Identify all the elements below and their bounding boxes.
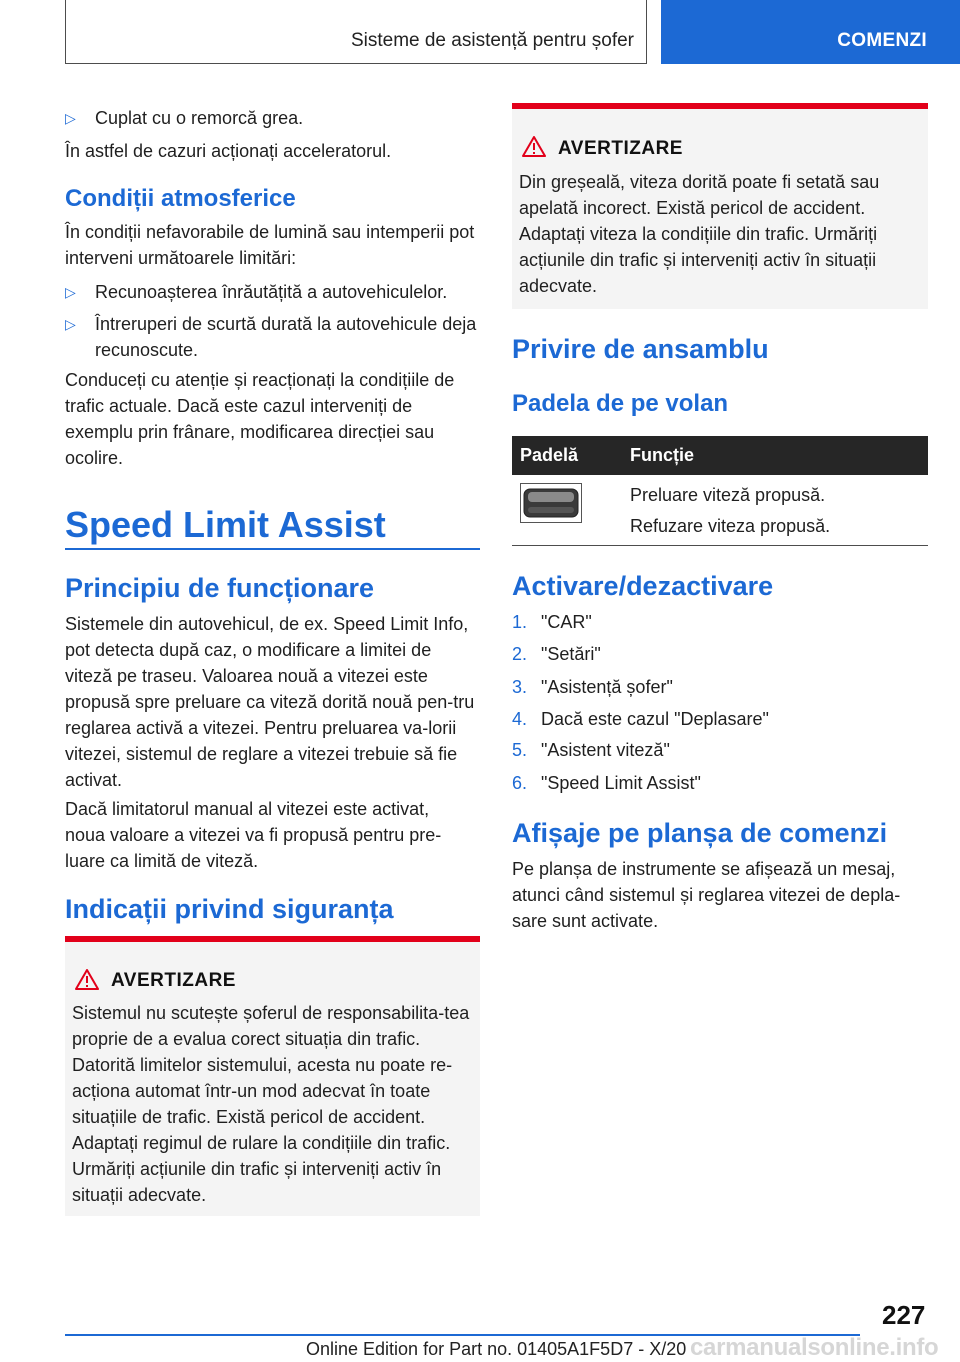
paragraph: În astfel de cazuri acționați acceleratorul. (65, 141, 392, 161)
warning-triangle-icon (522, 135, 546, 157)
page-number: 227 (882, 1300, 926, 1330)
table-row (512, 475, 928, 546)
paragraph: Conduceți cu atenție și reacționați la condițiile de trafic actuale. Dacă este cazul interveniți de exemplu prin frânare, modificarea direcției sau ocolire. (65, 370, 455, 468)
warning-title: AVERTIZARE (558, 138, 683, 159)
list-item: 4. Dacă este cazul "Deplasare" (512, 709, 769, 729)
heading-underline (65, 548, 480, 550)
table-header-paddle: Padelă (520, 445, 579, 465)
watermark: carmanualsonline.info (690, 1334, 939, 1361)
warning-triangle-icon (75, 968, 99, 990)
bullet-triangle-icon: ▷ (65, 110, 76, 126)
footer-edition: Online Edition for Part no. 01405A1F5D7 - X/20 (306, 1339, 687, 1359)
function-accept: Preluare viteză propusă. (630, 485, 826, 505)
heading-atmospheric: Condiții atmosferice (65, 185, 296, 212)
steering-paddle-icon (520, 483, 582, 523)
heading-safety: Indicații privind siguranța (65, 894, 394, 924)
list-item: 2. "Setări" (512, 644, 601, 664)
heading-principle: Principiu de funcționare (65, 573, 375, 603)
header-tab[interactable] (661, 0, 960, 64)
bullet-triangle-icon: ▷ (65, 316, 76, 332)
heading-overview: Privire de ansamblu (512, 334, 769, 364)
heading-paddle: Padela de pe volan (512, 390, 729, 417)
heading-display: Afișaje pe planșa de comenzi (512, 818, 888, 848)
list-item: 5. "Asistent viteză" (512, 740, 670, 760)
heading-speed-limit-assist: Speed Limit Assist (65, 504, 386, 545)
paragraph: În condiții nefavorabile de lumină sau intemperii pot interveni următoarele limitări: (65, 222, 475, 268)
paragraph: Pe planșa de instrumente se afișează un mesaj, atunci când sistemul și reglarea vitezei de depla-sare sunt activate. (512, 859, 901, 931)
header-section-title: Sisteme de asistență pentru șofer (350, 30, 634, 51)
warning-box (65, 936, 480, 1216)
paragraph: Dacă limitatorul manual al vitezei este activat, noua valoare a vitezei va fi propusă pentru pre-luare ca limită de viteză. (65, 799, 442, 871)
bullet-triangle-icon: ▷ (65, 284, 76, 300)
table-header (512, 436, 928, 475)
heading-activation: Activare/dezactivare (512, 571, 774, 601)
table-header-function: Funcție (630, 445, 695, 465)
function-reject: Refuzare viteza propusă. (630, 516, 831, 536)
warning-box (512, 103, 928, 309)
warning-text: Din greșeală, viteza dorită poate fi setată sau apelată incorect. Există pericol de accident. Adaptați viteza la condițiile din trafic. Urmăriți acțiunile din trafic și interveniți activ în situații adecvate. (519, 172, 880, 296)
list-item: 3. "Asistență șofer" (512, 677, 673, 697)
bullet-item: ▷ Întreruperi de scurtă durată la autovehicule deja recunoscute. (65, 311, 490, 363)
paragraph: Sistemele din autovehicul, de ex. Speed Limit Info, pot detecta după caz, o modificare a limitei de viteză pe traseu. Valoarea nouă a vitezei este propusă spre preluare ca viteză dorită nouă pen-tru reglarea activă a vitezei. Pentru preluarea va-lorii vitezei, sistemul de reglare a vitezei trebuie să fie activat. (65, 614, 475, 790)
bullet-item: ▷ Cuplat cu o remorcă grea. (65, 105, 515, 131)
header-section (65, 0, 647, 64)
list-item: 1. "CAR" (512, 612, 592, 632)
warning-text: Sistemul nu scutește șoferul de responsabilita-tea proprie de a evalua corect situația din trafic. Datorită limitelor sistemului, acesta nu poate re-acționa automat într-un mod adecvat în toate situațiile de trafic. Există pericol de accident. Adaptați regimul de rulare la condițiile din trafic. Urmăriți acțiunile din trafic și interveniți activ în situații adecvate. (72, 1003, 470, 1205)
list-item: 6. "Speed Limit Assist" (512, 773, 701, 793)
header-tab-label: COMENZI (837, 30, 927, 51)
warning-title: AVERTIZARE (111, 970, 236, 991)
bullet-item: ▷ Recunoașterea înrăutățită a autovehiculelor. (65, 279, 515, 305)
